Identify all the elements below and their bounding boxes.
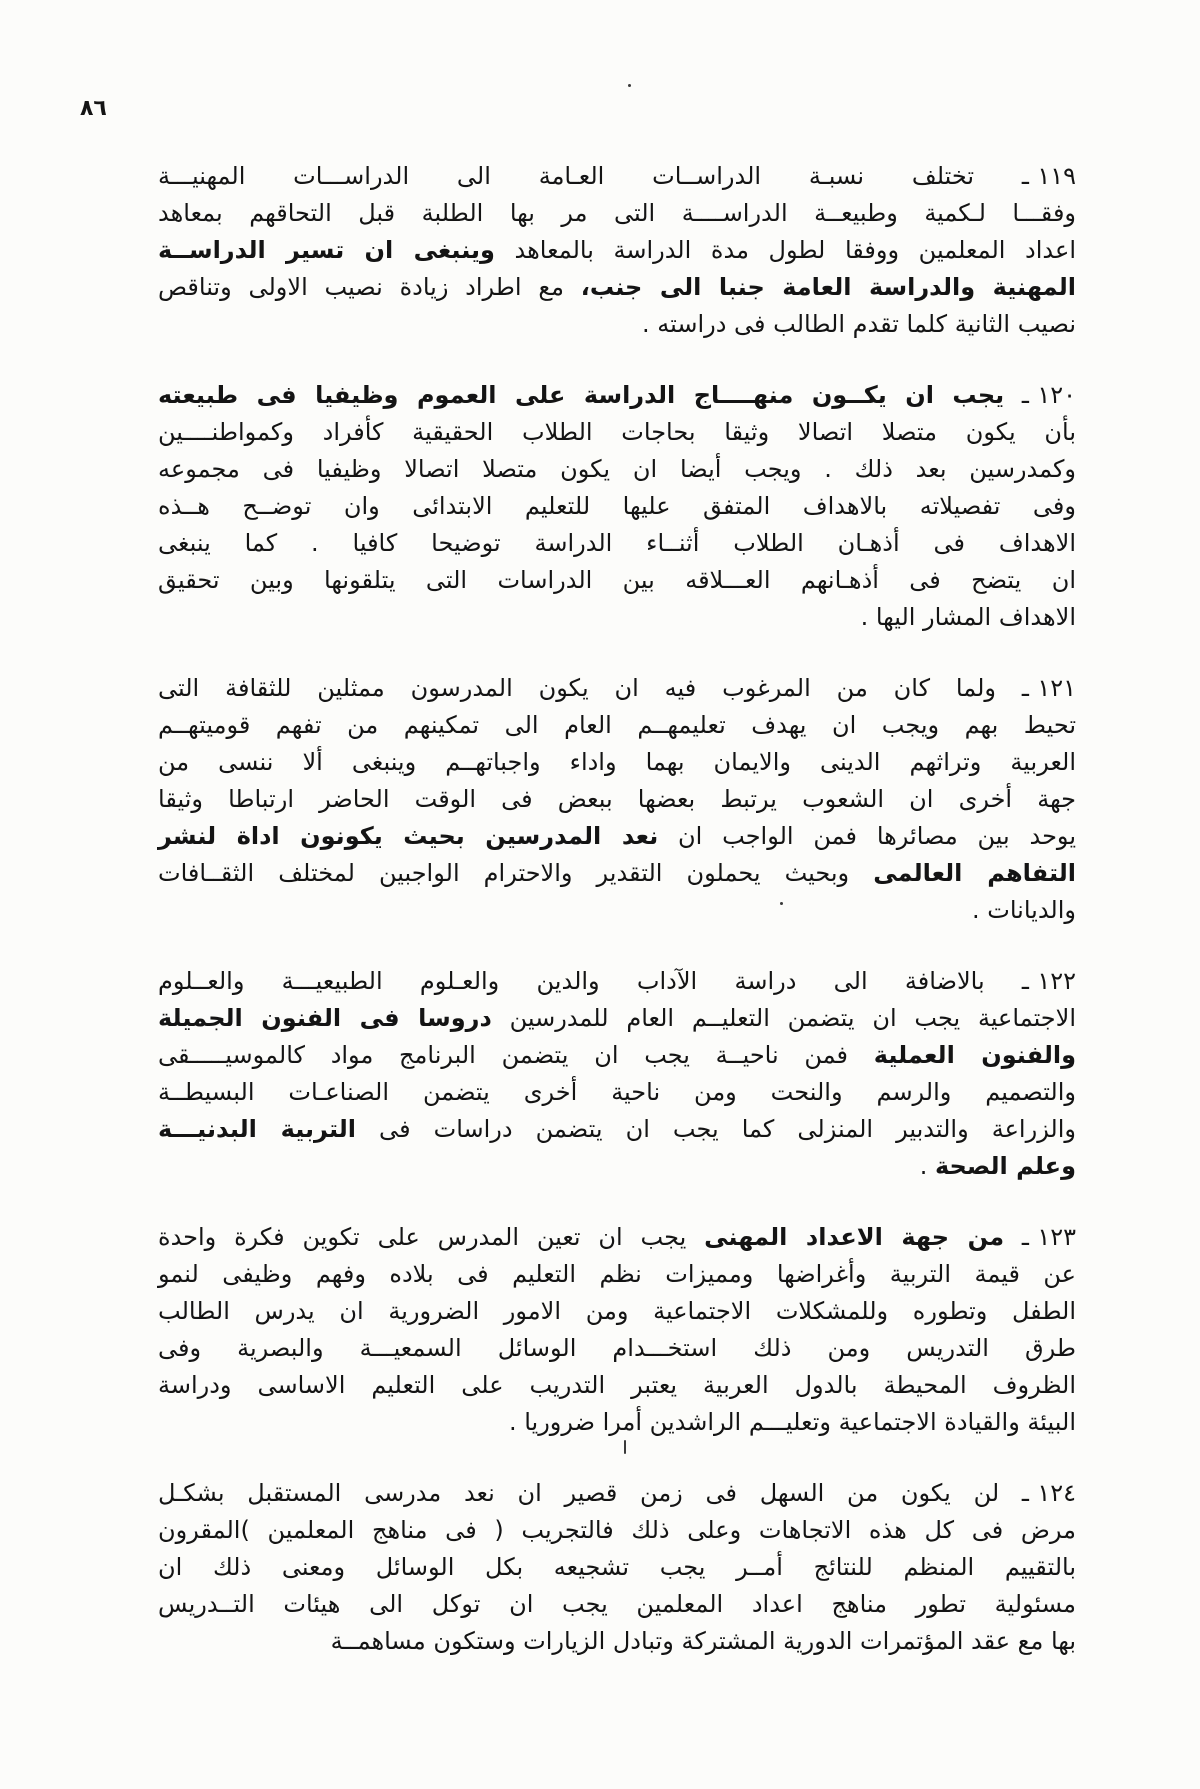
text-run: عن قيمة التربية وأغراضها ومميزات نظم التعليم فى بلاده وفهم وظيفى لنمو [158, 1260, 1076, 1288]
page-number: ٨٦ [80, 96, 107, 121]
bold-text-run: وينبغى ان تسير الدراســة [158, 236, 495, 264]
text-line [158, 670, 1076, 707]
paragraph-number: ١٢٠ [1037, 381, 1076, 409]
text-line [158, 818, 1076, 855]
text-line [158, 1367, 1076, 1404]
bold-text-run: التفاهم العالمى [873, 859, 1076, 887]
text-run: تحيط بهم ويجب ان يهدف تعليمهــم العام الى تمكينهم من تفهم قوميتهــم [158, 711, 1076, 739]
text-run: وكمدرسين بعد ذلك . ويجب أيضا ان يكون متصلا اتصالا وظيفيا فى مجموعه [158, 455, 1076, 483]
text-line [158, 1330, 1076, 1367]
paragraph-number: ١٢٤ [1037, 1479, 1076, 1507]
paragraph [158, 158, 1076, 343]
text-line [158, 1256, 1076, 1293]
paragraph-number: ١٢٣ [1037, 1223, 1076, 1251]
paragraph [158, 963, 1076, 1185]
text-line [158, 1512, 1076, 1549]
text-line [158, 1111, 1076, 1148]
text-run: بأن يكون متصلا اتصالا وثيقا بحاجات الطلاب الحقيقية كأفراد وكمواطنــــين [158, 418, 1076, 446]
text-line [158, 781, 1076, 818]
text-line [158, 1148, 1076, 1185]
text-line [158, 1475, 1076, 1512]
text-run: بها مع عقد المؤتمرات الدورية المشتركة وتبادل الزيارات وستكون مساهمــة [330, 1627, 1076, 1655]
text-run: الاجتماعية يجب ان يتضمن التعليــم العام للمدرسين [491, 1004, 1077, 1032]
text-run: الاهداف المشار اليها . [860, 603, 1076, 631]
text-run: والزراعة والتدبير المنزلى كما يجب ان يتضمن دراسات فى [356, 1115, 1077, 1143]
text-run: والديانات . [971, 896, 1076, 924]
text-line [158, 1404, 1076, 1441]
text-run: الظروف المحيطة بالدول العربية يعتبر التدريب على التعليم الاساسى ودراسة [158, 1371, 1076, 1399]
bold-text-run: والفنون العملية [873, 1041, 1077, 1069]
text-line [158, 377, 1076, 414]
text-run: ـ ولما كان من المرغوب فيه ان يكون المدرسون ممثلين للثقافة التى [158, 674, 1029, 702]
text-run: مرض فى كل هذه الاتجاهات وعلى ذلك فالتجريب ( فى مناهج المعلمين )المقرون [158, 1516, 1076, 1544]
text-line [158, 1000, 1076, 1037]
text-run: وفقـــا لـكمية وطبيعــة الدراســــة التى مر بها الطلبة قبل التحاقهم بمعاهد [158, 199, 1076, 227]
paragraph [158, 670, 1076, 929]
bold-text-run: وعلم الصحة [934, 1152, 1076, 1180]
text-run: ـ لن يكون من السهل فى زمن قصير ان نعد مدرسى المستقبل بشكـل [158, 1479, 1029, 1507]
text-run: والتصميم والرسم والنحت ومن ناحية أخرى يتضمن الصناعـات البسيطــة [158, 1078, 1076, 1106]
text-line [158, 1549, 1076, 1586]
text-line [158, 562, 1076, 599]
text-line [158, 599, 1076, 636]
text-line [158, 744, 1076, 781]
text-line [158, 525, 1076, 562]
paragraph [158, 1219, 1076, 1441]
text-line [158, 306, 1076, 343]
text-line [158, 1586, 1076, 1623]
paragraph-number: ١١٩ [1037, 162, 1076, 190]
bold-text-run: يجب ان يكــون منهــــاج الدراسة على العموم وظيفيا فى طبيعته [158, 381, 1005, 409]
text-run: مسئولية تطور مناهج اعداد المعلمين يجب ان توكل الى هيئات التــدريس [158, 1590, 1076, 1618]
bold-text-run: التربية البدنيـــة [158, 1115, 356, 1143]
paragraph [158, 377, 1076, 636]
text-run: جهة أخرى ان الشعوب يرتبط بعضها ببعض فى الوقت الحاضر ارتباطا وثيقا [158, 785, 1076, 813]
text-run: مع اطراد زيادة نصيب الاولى وتناقص [158, 273, 581, 301]
text-run: ان يتضح فى أذهـانهم العـــلاقه بين الدراسات التى يتلقونها وبين تحقيق [158, 566, 1076, 594]
text-line [158, 707, 1076, 744]
text-run: العربية وتراثهم الدينى والايمان بهما واداء واجباتهــم وينبغى ألا ننسى من [158, 748, 1076, 776]
text-run: البيئة والقيادة الاجتماعية وتعليـــم الراشدين أمرا ضروريا . [508, 1408, 1076, 1436]
text-run: ـ تختلف نسبـة الدراســات العـامة الى الدراســـات المهنيـــة [158, 162, 1029, 190]
text-line [158, 963, 1076, 1000]
bold-text-run: من جهة الاعداد المهنى [704, 1223, 1005, 1251]
scan-speck [628, 84, 631, 87]
text-line [158, 1074, 1076, 1111]
text-line [158, 414, 1076, 451]
text-run: . [919, 1152, 935, 1180]
bold-text-run: المهنية والدراسة العامة جنبا الى جنب، [580, 273, 1076, 301]
document-body [158, 158, 1076, 1660]
text-run: ـ [1004, 381, 1029, 409]
text-run: بالتقييم المنظم للنتائج أمــر يجب تشجيعه بكل الوسائل ومعنى ذلك ان [158, 1553, 1076, 1581]
text-line [158, 892, 1076, 929]
text-run: الطفل وتطوره وللمشكلات الاجتماعية ومن الامور الضرورية ان يدرس الطالب [158, 1297, 1076, 1325]
text-line [158, 269, 1076, 306]
text-run: الاهداف فى أذهـان الطلاب أثنــاء الدراسة توضيحا كافيا . كما ينبغى [158, 529, 1076, 557]
text-run: فمن ناحيــة يجب ان يتضمن البرنامج مواد كالموسيـــــقى [158, 1041, 874, 1069]
text-line [158, 195, 1076, 232]
text-line [158, 488, 1076, 525]
paragraph-number: ١٢٢ [1037, 967, 1076, 995]
text-run: طرق التدريس ومن ذلك استخـــدام الوسائل السمعيـــة والبصرية وفى [158, 1334, 1076, 1362]
text-run: وبحيث يحملون التقدير والاحترام الواجبين لمختلف الثقــافات [158, 859, 874, 887]
text-line [158, 232, 1076, 269]
text-run: يوحد بين مصائرها فمن الواجب ان [658, 822, 1076, 850]
text-run: ـ بالاضافة الى دراسة الآداب والدين والعـلوم الطبيعيـــة والعــلوم [158, 967, 1029, 995]
text-line [158, 451, 1076, 488]
text-run: وفى تفصيلاته بالاهداف المتفق عليها للتعليم الابتدائى وان توضــح هــذه [158, 492, 1076, 520]
paragraph-number: ١٢١ [1037, 674, 1076, 702]
paragraph [158, 1475, 1076, 1660]
text-run: نصيب الثانية كلما تقدم الطالب فى دراسته . [642, 310, 1076, 338]
text-line [158, 1037, 1076, 1074]
text-line [158, 1623, 1076, 1660]
bold-text-run: نعد المدرسين بحيث يكونون اداة لنشر [158, 822, 659, 850]
text-line [158, 158, 1076, 195]
text-line [158, 855, 1076, 892]
text-run: اعداد المعلمين ووفقا لطول مدة الدراسة بالمعاهد [494, 236, 1076, 264]
text-line [158, 1293, 1076, 1330]
bold-text-run: دروسا فى الفنون الجميلة [158, 1004, 492, 1032]
text-run: يجب ان تعين المدرس على تكوين فكرة واحدة [158, 1223, 705, 1251]
text-run: ـ [1004, 1223, 1029, 1251]
text-line [158, 1219, 1076, 1256]
